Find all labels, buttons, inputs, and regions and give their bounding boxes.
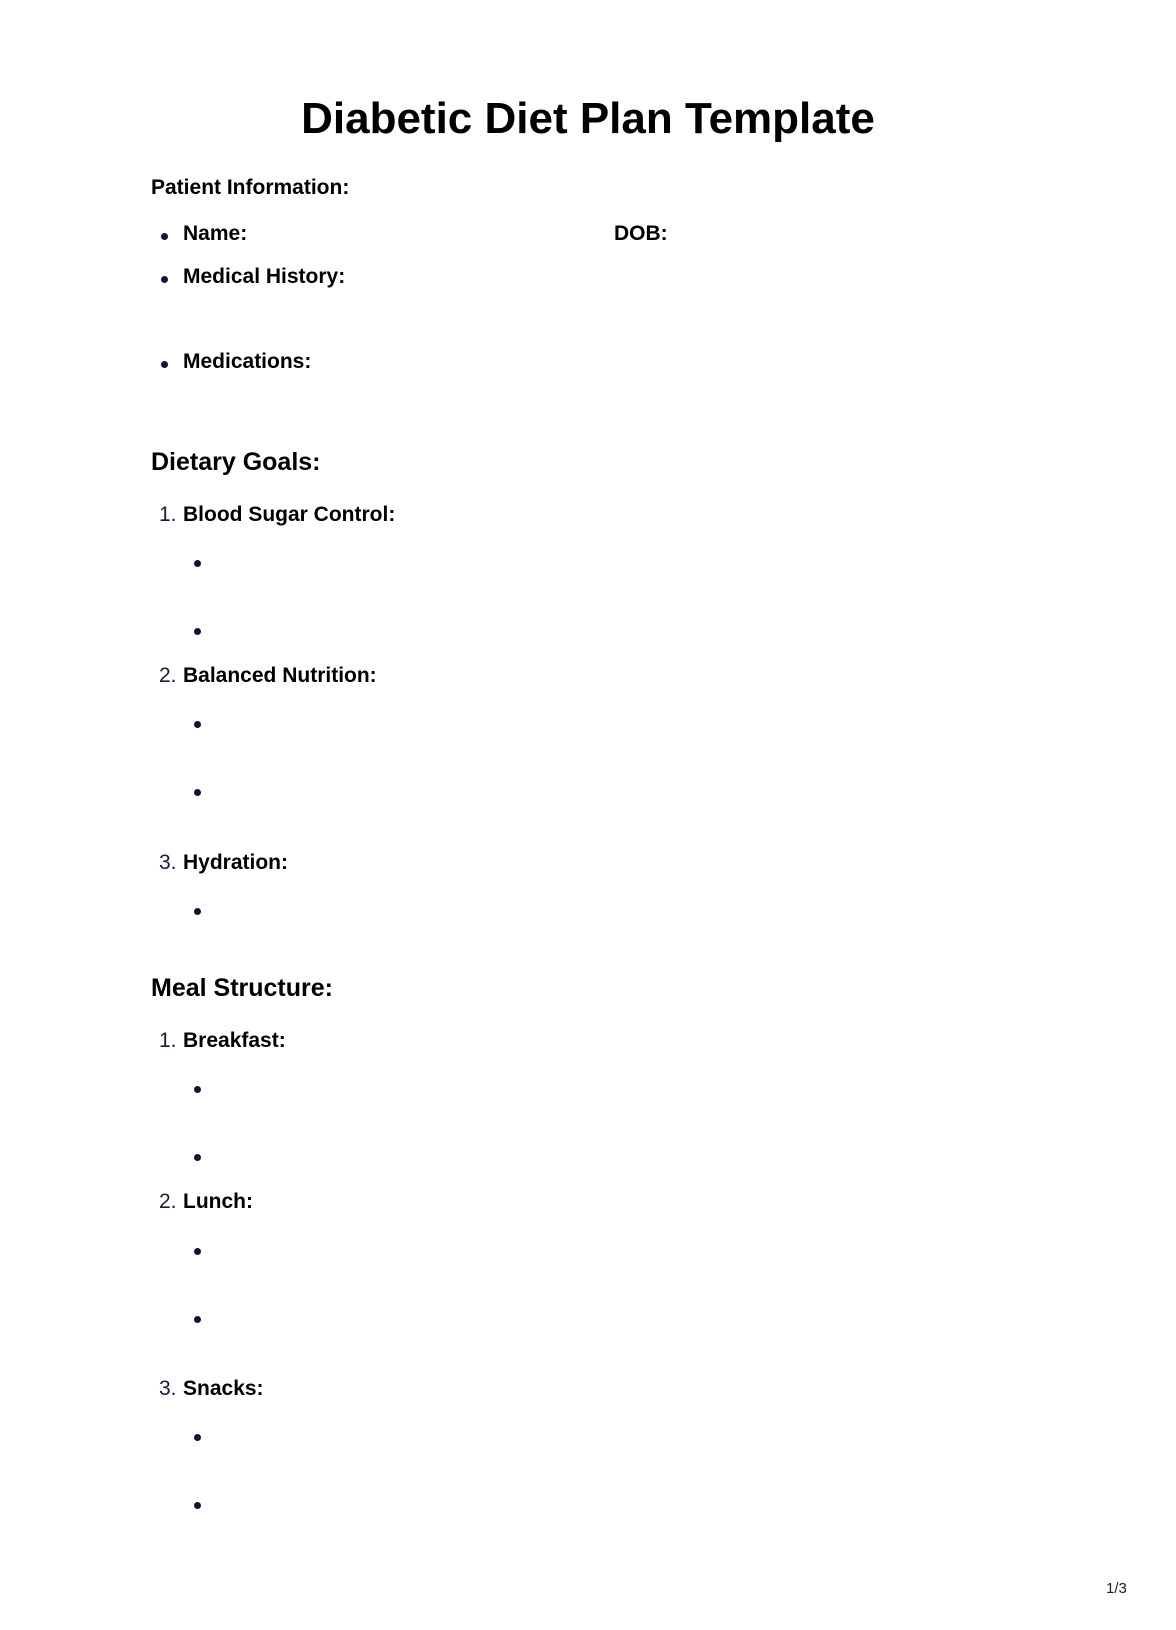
bullet-icon — [194, 560, 201, 567]
list-number: 2. — [159, 1190, 177, 1213]
patient-info-heading: Patient Information: — [151, 176, 350, 199]
list-number: 1. — [159, 1029, 177, 1052]
bullet-icon — [161, 233, 168, 240]
list-number: 1. — [159, 503, 177, 526]
meal-structure-heading: Meal Structure: — [151, 974, 333, 1002]
dietary-goals-heading: Dietary Goals: — [151, 448, 321, 476]
blood-sugar-control-label: Blood Sugar Control: — [183, 503, 396, 526]
medical-history-label: Medical History: — [183, 265, 346, 288]
list-number: 3. — [159, 851, 177, 874]
breakfast-label: Breakfast: — [183, 1029, 286, 1052]
name-label: Name: — [183, 222, 248, 245]
bullet-icon — [194, 1154, 201, 1161]
bullet-icon — [194, 1316, 201, 1323]
page-number: 1/3 — [1106, 1580, 1127, 1597]
bullet-icon — [194, 1434, 201, 1441]
bullet-icon — [194, 1502, 201, 1509]
hydration-label: Hydration: — [183, 851, 288, 874]
snacks-label: Snacks: — [183, 1377, 264, 1400]
list-number: 3. — [159, 1377, 177, 1400]
bullet-icon — [161, 361, 168, 368]
bullet-icon — [194, 721, 201, 728]
bullet-icon — [161, 276, 168, 283]
bullet-icon — [194, 908, 201, 915]
bullet-icon — [194, 789, 201, 796]
lunch-label: Lunch: — [183, 1190, 253, 1213]
bullet-icon — [194, 628, 201, 635]
balanced-nutrition-label: Balanced Nutrition: — [183, 664, 377, 687]
list-number: 2. — [159, 664, 177, 687]
medications-label: Medications: — [183, 350, 312, 373]
bullet-icon — [194, 1248, 201, 1255]
bullet-icon — [194, 1086, 201, 1093]
page-title: Diabetic Diet Plan Template — [301, 94, 875, 143]
dob-label: DOB: — [614, 222, 668, 245]
